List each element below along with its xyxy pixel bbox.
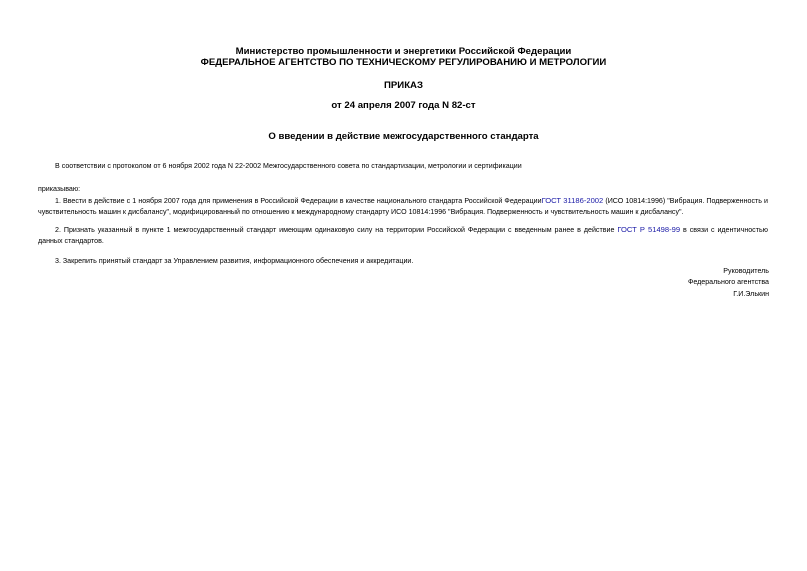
signature-org: Федерального агентства [687,278,769,286]
gost-r-51498-99-link[interactable]: ГОСТ Р 51498-99 [617,225,681,234]
item-1-paragraph [38,195,768,218]
gost-31186-2002-link[interactable]: ГОСТ 31186-2002 [541,196,604,205]
signature-role: Руководитель [723,267,769,275]
item-3-paragraph: 3. Закрепить принятый стандарт за Управлением развития, информационного обеспечения и аккредитации. [55,257,414,265]
item-1-text-after: (ИСО 10814:1996) "Вибрация. Подверженность и чувствительность машин к дисбалансу", модифицированный по отношению к международному стандарту ИСО 10814:1996 "Вибрация. Подверженность и чувствительность машин к дисбалансу". [38,197,768,216]
signature-name: Г.И.Элькин [733,290,769,298]
item-2-text-before: 2. Признать указанный в пункте 1 межгосударственный стандарт имеющим одинаковую силу на территории Российской Федерации с введенным ранее в действие [55,226,618,234]
agency-name: ФЕДЕРАЛЬНОЕ АГЕНТСТВО ПО ТЕХНИЧЕСКОМУ РЕГУЛИРОВАНИЮ И МЕТРОЛОГИИ [200,57,607,68]
basis-paragraph: В соответствии с протоколом от 6 ноября 2002 года N 22-2002 Межгосударственного совета по стандартизации, метрологии и сертификации [55,162,522,170]
document-title: О введении в действие межгосударственного стандарта [268,131,539,142]
order-date: от 24 апреля 2007 года N 82-ст [331,100,476,111]
orders-word: приказываю: [38,185,81,193]
order-label: ПРИКАЗ [384,80,423,91]
item-2-text-after: в связи с идентичностью данных стандартов. [38,226,768,245]
ministry-name: Министерство промышленности и энергетики Российской Федерации [235,46,572,57]
item-1-text-before: 1. Ввести в действие с 1 ноября 2007 года для применения в Российской Федерации в качестве национального стандарта Российской Федерации [55,197,542,205]
item-2-paragraph [38,224,768,247]
